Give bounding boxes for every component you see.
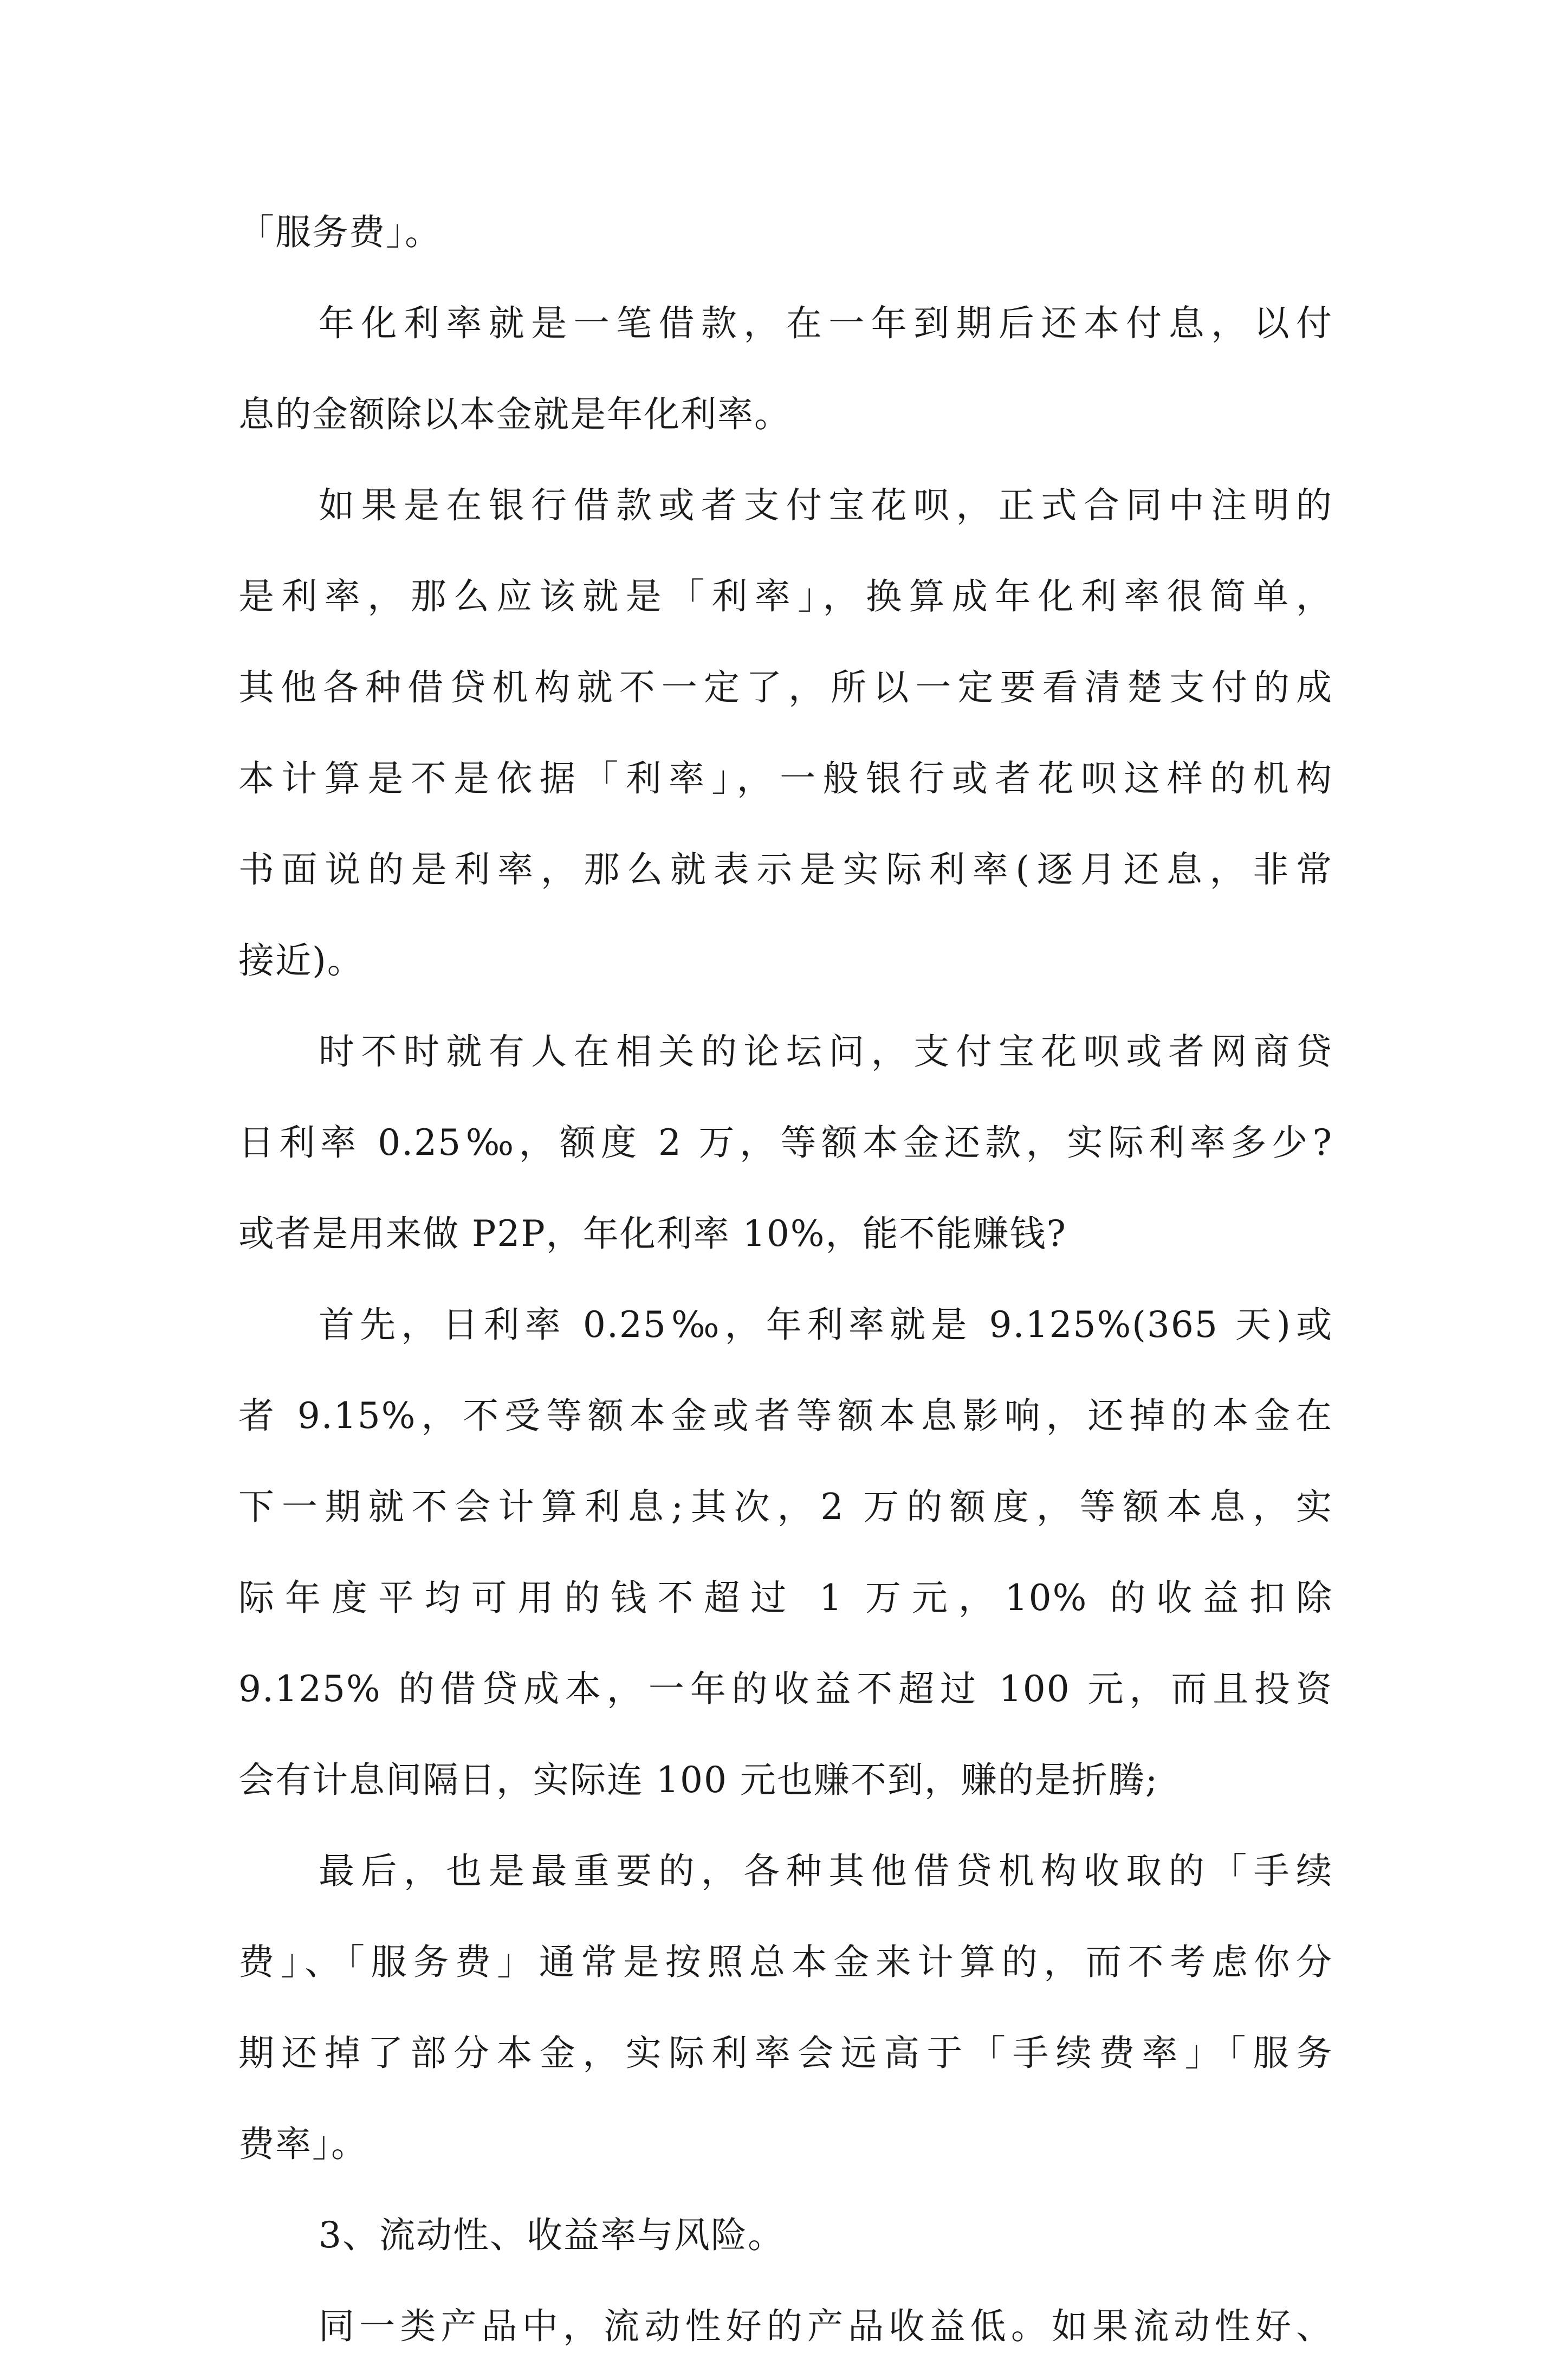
text-line: 「服务费」。: [238, 211, 442, 253]
paragraph-first-line: 时不时就有人在相关的论坛问，支付宝花呗或者网商贷: [319, 1031, 1333, 1072]
document-body: [238, 187, 1333, 2372]
text-line: 接近)。: [238, 940, 364, 981]
text-line: 下一期就不会计算利息;其次，2 万的额度，等额本息，实: [238, 1486, 1333, 1528]
paragraph-first-line: 首先，日利率 0.25‰，年利率就是 9.125%(365 天)或: [319, 1304, 1333, 1346]
text-line: 或者是用来做 P2P，年化利率 10%，能不能赚钱?: [238, 1213, 1067, 1255]
text-line: 者 9.15%，不受等额本金或者等额本息影响，还掉的本金在: [238, 1395, 1333, 1437]
paragraph-first-line: 年化利率就是一笔借款，在一年到期后还本付息，以付: [319, 302, 1333, 344]
text-line: 际年度平均可用的钱不超过 1 万元，10% 的收益扣除: [238, 1577, 1333, 1619]
text-line: 日利率 0.25‰，额度 2 万，等额本金还款，实际利率多少?: [238, 1122, 1333, 1164]
text-line: 9.125% 的借贷成本，一年的收益不超过 100 元，而且投资: [238, 1668, 1333, 1710]
text-line: 书面说的是利率，那么就表示是实际利率(逐月还息，非常: [238, 849, 1333, 890]
text-line: 会有计息间隔日，实际连 100 元也赚不到，赚的是折腾;: [238, 1759, 1159, 1801]
text-line: 是利率，那么应该就是「利率」，换算成年化利率很简单，: [238, 576, 1333, 617]
text-line: 费率」。: [238, 2123, 368, 2165]
text-line: 其他各种借贷机构就不一定了，所以一定要看清楚支付的成: [238, 667, 1333, 708]
text-line: 本计算是不是依据「利率」，一般银行或者花呗这样的机构: [238, 758, 1333, 799]
text-line: 息的金额除以本金就是年化利率。: [238, 393, 791, 435]
paragraph-first-line: 同一类产品中，流动性好的产品收益低。如果流动性好、: [319, 2305, 1333, 2347]
paragraph-first-line: 最后，也是最重要的，各种其他借贷机构收取的「手续: [319, 1850, 1333, 1892]
section-heading: 3、流动性、收益率与风险。: [319, 2214, 785, 2256]
paragraph-first-line: 如果是在银行借款或者支付宝花呗，正式合同中注明的: [319, 484, 1333, 526]
text-line: 期还掉了部分本金，实际利率会远高于「手续费率」「服务: [238, 2032, 1333, 2074]
text-line: 费」、「服务费」通常是按照总本金来计算的，而不考虑你分: [238, 1941, 1333, 1983]
